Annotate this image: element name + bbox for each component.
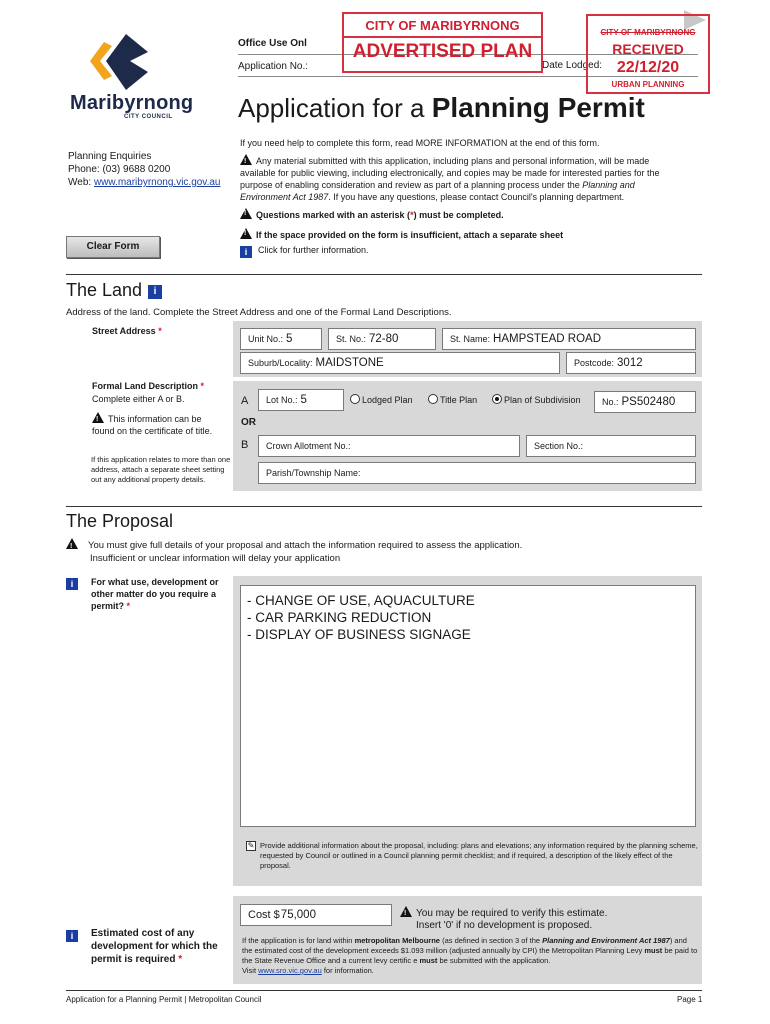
maribyrnong-logo-icon	[86, 28, 156, 94]
or-label: OR	[241, 417, 256, 428]
lodged-plan-radio[interactable]: Lodged Plan	[350, 394, 413, 405]
divider	[66, 506, 702, 507]
option-b: B	[241, 439, 249, 451]
cost-field[interactable]: Cost $75,000	[240, 904, 392, 926]
proposal-line: - DISPLAY OF BUSINESS SIGNAGE	[247, 627, 471, 642]
parish-township-field[interactable]: Parish/Township Name:	[258, 462, 696, 484]
council-name: Maribyrnong	[70, 92, 194, 114]
radio-selected-icon[interactable]	[492, 394, 502, 404]
warning-icon	[66, 538, 78, 549]
cost-info-icon[interactable]	[66, 929, 84, 942]
stamp-advertised-text: ADVERTISED PLAN	[352, 41, 533, 62]
planning-enquiries: Planning Enquiries Phone: (03) 9688 0200 Web: www.maribyrnong.vic.gov.au	[68, 151, 221, 188]
space-note: !If the space provided on the form is insufficient, attach a separate sheet	[240, 228, 563, 240]
metro-levy-note: If the application is for land within metropolitan Melbourne (as defined in section 3 of the Planning and Environment Act 1987) and the estimated cost of the development exceeds $1.093 million (adjusted annually by CPI) the Metropolitan Planning Levy must be paid to the State Revenue Office and a current levy certific e must be submitted with the application. Visit www.sro.vic.gov.au for information.	[242, 936, 698, 975]
received-council: CITY OF MARIBYRNONG	[600, 28, 696, 37]
plan-no-field[interactable]: No.: PS502480	[594, 391, 696, 413]
clear-form-button[interactable]: Clear Form	[66, 236, 160, 258]
proposal-warning: !You must give full details of your proposal and attach the information required to assess the application. Insufficient or unclear information will delay your application	[66, 538, 522, 565]
street-name-field[interactable]: St. Name: HAMPSTEAD ROAD	[442, 328, 696, 350]
warning-icon	[240, 208, 252, 219]
council-website-link[interactable]: www.maribyrnong.vic.gov.au	[93, 177, 221, 188]
application-no-label: Application No.:	[238, 61, 309, 72]
option-a: A	[241, 395, 249, 407]
warning-icon	[92, 412, 104, 423]
received-stamp	[586, 14, 710, 94]
info-icon[interactable]: i	[148, 285, 162, 299]
postcode-field[interactable]: Postcode: 3012	[566, 352, 696, 374]
multiple-address-note: If this application relates to more than one address, attach a separate sheet setting out any additional property details.	[91, 455, 231, 484]
divider	[66, 274, 702, 275]
click-info-note[interactable]: i Click for further information.	[240, 245, 369, 258]
page-number: Page 1	[677, 995, 703, 1004]
section-no-field[interactable]: Section No.:	[526, 435, 696, 457]
proposal-textarea[interactable]	[240, 585, 696, 827]
proposal-line: - CAR PARKING REDUCTION	[247, 610, 432, 625]
additional-info-note: ✎ Provide additional information about the proposal, including: plans and elevations; any information required by the planning scheme, requested by Council or outlined in a Council planning permit checklist; and if required, a description of the likely effect of the proposal.	[247, 841, 698, 870]
land-intro: Address of the land. Complete the Street Address and one of the Formal Land Descriptions.	[66, 307, 452, 318]
asterisk-note: !Questions marked with an asterisk (*) must be completed.	[240, 208, 504, 220]
office-use-label: Office Use Onl	[238, 38, 307, 49]
enquiries-heading: Planning Enquiries	[68, 151, 152, 162]
use-info-icon[interactable]	[66, 577, 84, 590]
street-no-field[interactable]: St. No.: 72-80	[328, 328, 436, 350]
crown-allotment-field[interactable]: Crown Allotment No.:	[258, 435, 520, 457]
street-address-label: Street Address *	[92, 326, 162, 336]
received-dept: URBAN PLANNING	[611, 80, 685, 89]
page-title: Application for a Planning Permit	[238, 92, 645, 123]
privacy-warning: !Any material submitted with this application, including plans and personal information, will be made available for public viewing, including electronically, and copies may be made for interested parties for the purpose of enabling consideration and review as part of a planning process under the Planning and Environment Act 1987. If you have any questions, please contact Council's planning department.	[240, 154, 680, 203]
proposal-line: - CHANGE OF USE, AQUACULTURE	[247, 593, 475, 608]
cost-question: Estimated cost of any development for which the permit is required *	[91, 928, 218, 965]
formal-land-label: Formal Land Description *	[92, 381, 205, 391]
footer-title: Application for a Planning Permit | Metropolitan Council	[66, 995, 262, 1004]
radio-icon[interactable]	[428, 394, 438, 404]
advertised-plan-stamp	[342, 12, 543, 73]
use-question: For what use, development or other matter do you require a permit? *	[91, 577, 219, 611]
complete-either-text: Complete either A or B.	[92, 394, 185, 404]
divider	[66, 990, 702, 991]
unit-no-field[interactable]: Unit No.: 5	[240, 328, 322, 350]
verify-note: ! You may be required to verify this estimate. Insert '0' if no development is proposed.	[400, 906, 607, 932]
warning-icon	[400, 906, 412, 917]
council-sub: CITY COUNCIL	[124, 114, 173, 120]
edit-icon: ✎	[247, 841, 255, 850]
title-plan-radio[interactable]: Title Plan	[428, 394, 477, 405]
received-date: 22/12/20	[616, 59, 680, 76]
lot-no-field[interactable]: Lot No.: 5	[258, 389, 344, 411]
plan-of-subdivision-radio[interactable]: Plan of Subdivision	[492, 394, 581, 405]
enquiries-phone: Phone: (03) 9688 0200	[68, 164, 171, 175]
land-section-title: The Land i	[66, 280, 162, 301]
help-text: If you need help to complete this form, read MORE INFORMATION at the end of this form.	[240, 138, 600, 148]
info-icon[interactable]: i	[66, 578, 78, 590]
stamp-council: CITY OF MARIBYRNONG	[365, 18, 520, 33]
radio-icon[interactable]	[350, 394, 360, 404]
sro-website-link[interactable]: www.sro.vic.gov.au	[258, 966, 322, 975]
certificate-note: !This information can be found on the certificate of title.	[92, 412, 222, 437]
suburb-field[interactable]: Suburb/Locality: MAIDSTONE	[240, 352, 560, 374]
proposal-section-title: The Proposal	[66, 511, 174, 531]
received-text: RECEIVED	[612, 41, 684, 57]
warning-icon	[240, 228, 252, 239]
info-icon[interactable]: i	[240, 246, 252, 258]
info-icon[interactable]: i	[66, 930, 78, 942]
date-lodged-label: Date Lodged:	[542, 60, 603, 71]
warning-icon	[240, 154, 252, 165]
